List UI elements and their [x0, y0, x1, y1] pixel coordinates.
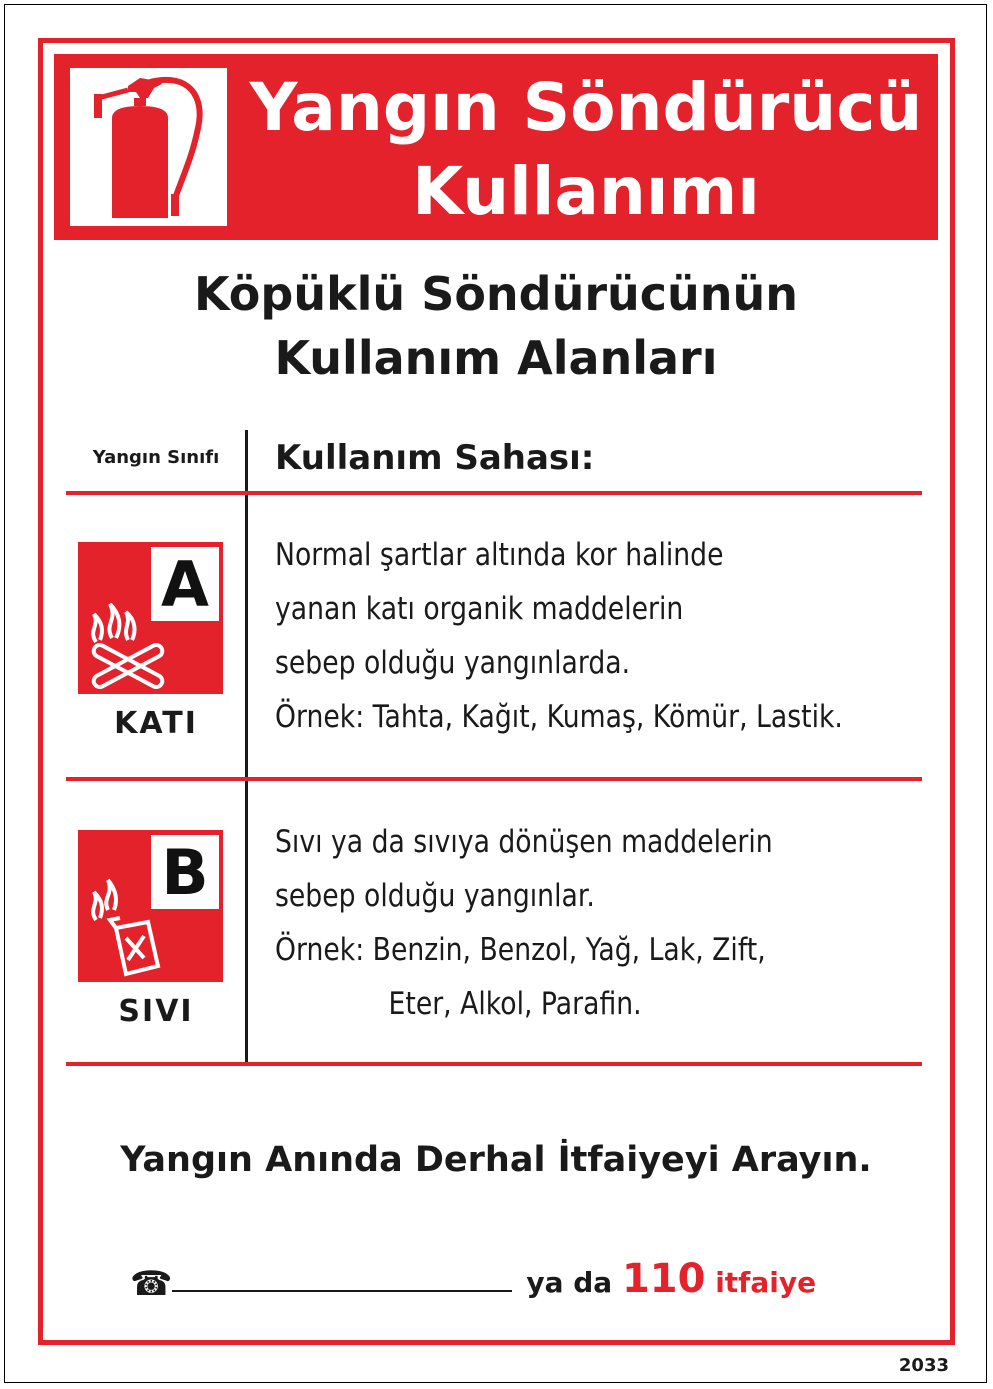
table-divider-row-1 — [66, 777, 922, 781]
class-b-line-2: sebep olduğu yangınlar. — [275, 878, 595, 914]
call-fire-department-notice: Yangın Anında Derhal İtfaiyeyi Arayın. — [120, 1140, 872, 1180]
phone-number-blank — [172, 1268, 512, 1292]
class-b-line-1: Sıvı ya da sıvıya dönüşen maddelerin — [275, 824, 773, 860]
header-usage-area: Kullanım Sahası: — [275, 438, 595, 478]
class-a-line-1: Normal şartlar altında kor halinde — [275, 537, 724, 573]
product-code: 2033 — [898, 1355, 949, 1376]
burning-solid-icon — [86, 582, 166, 692]
table-column-divider — [245, 430, 248, 1062]
class-a-badge — [78, 542, 223, 694]
subtitle-line-1: Köpüklü Söndürücünün — [193, 267, 799, 321]
table-divider-header — [66, 491, 922, 495]
class-b-label: SIVI — [118, 994, 194, 1029]
class-a-label: KATI — [114, 706, 198, 741]
title-line-2: Kullanımı — [412, 153, 760, 230]
subtitle-line-2: Kullanım Alanları — [274, 331, 718, 385]
header-fire-class: Yangın Sınıfı — [92, 447, 220, 468]
emergency-number: 110 — [621, 1256, 706, 1302]
telephone-icon: ☎ — [130, 1264, 173, 1304]
table-divider-row-2 — [66, 1062, 922, 1066]
class-b-description — [275, 815, 773, 1031]
phone-row — [130, 1256, 816, 1304]
class-b-line-3: Örnek: Benzin, Benzol, Yağ, Lak, Zift, — [275, 932, 766, 968]
class-a-line-4: Örnek: Tahta, Kağıt, Kumaş, Kömür, Lastik. — [275, 699, 843, 735]
title-line-1: Yangın Söndürücü — [249, 69, 923, 146]
emergency-service: itfaiye — [715, 1266, 817, 1299]
class-b-badge — [78, 830, 223, 982]
class-a-line-3: sebep olduğu yangınlarda. — [275, 645, 631, 681]
class-a-description — [275, 528, 843, 744]
class-b-line-4: Eter, Alkol, Parafin. — [388, 986, 642, 1022]
or-text: ya da — [526, 1266, 613, 1299]
class-a-line-2: yanan katı organik maddelerin — [275, 591, 684, 627]
class-a-letter: A — [151, 547, 219, 621]
fire-extinguisher-icon — [70, 68, 227, 226]
burning-liquid-canister-icon — [86, 870, 166, 980]
page-title — [236, 66, 936, 234]
subtitle — [54, 262, 938, 390]
class-b-letter: B — [151, 835, 219, 909]
